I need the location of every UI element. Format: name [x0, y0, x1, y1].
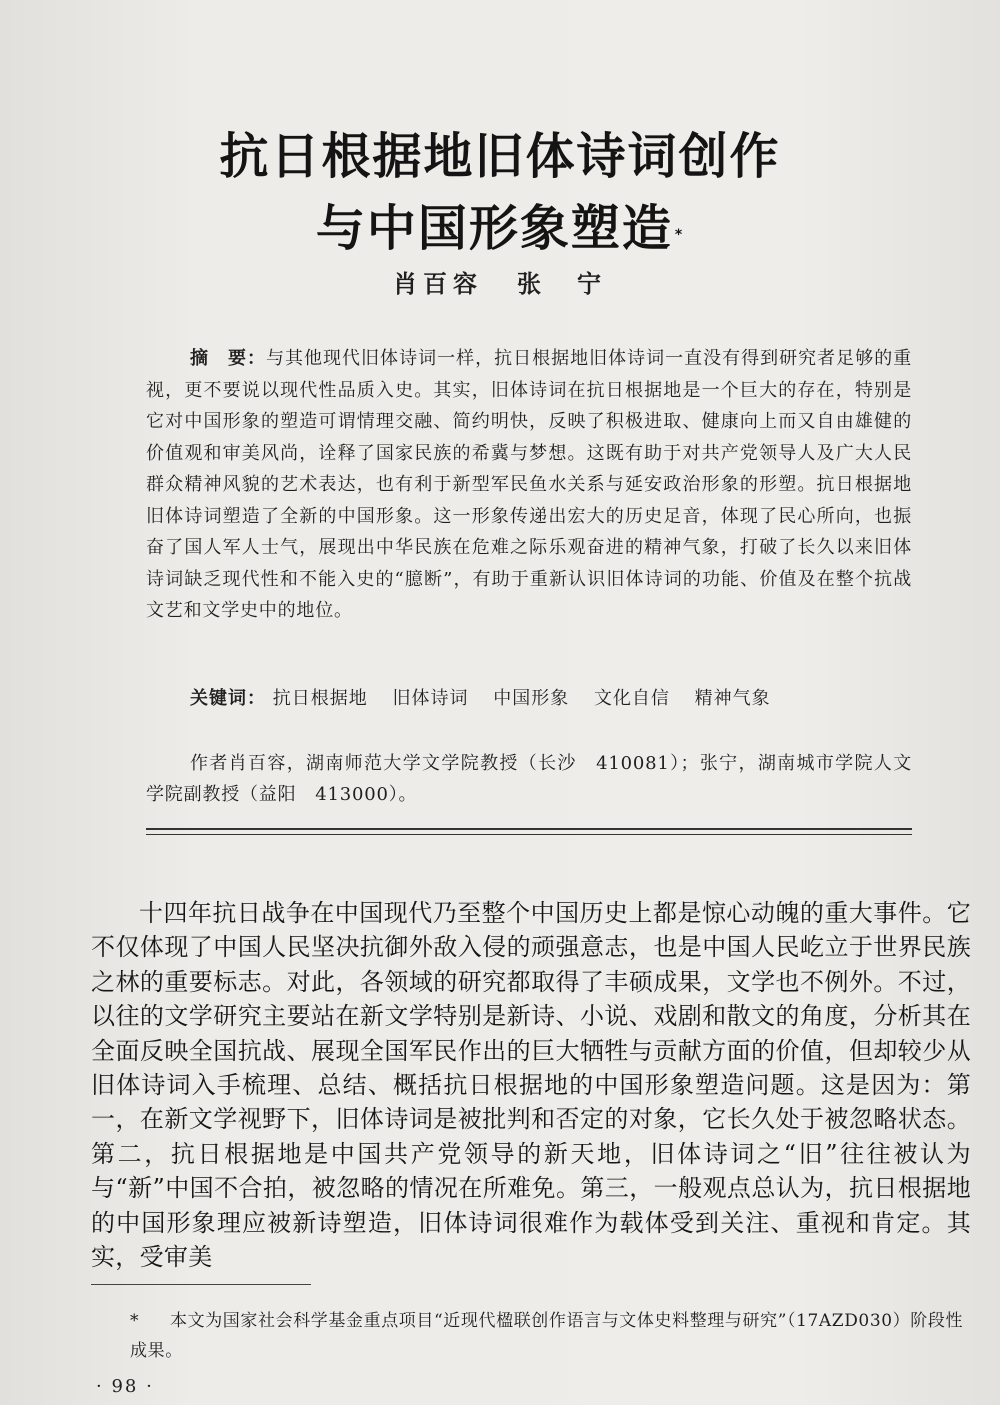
author-2: 张 宁: [517, 269, 607, 298]
abstract-text: 与其他现代旧体诗词一样，抗日根据地旧体诗词一直没有得到研究者足够的重视，更不要说以现代性品质入史。其实，旧体诗词在抗日根据地是一个巨大的存在，特别是它对中国形象的塑造可谓情理交融、简约明快，反映了积极进取、健康向上而又自由雄健的价值观和审美风尚，诠释了国家民族的希冀与梦想。这既有助于对共产党领导人及广大人民群众精神风貌的艺术表达，也有利于新型军民鱼水关系与延安政治形象的形塑。抗日根据地旧体诗词塑造了全新的中国形象。这一形象传递出宏大的历史足音，体现了民心所向，也振奋了国人军人士气，展现出中华民族在危难之际乐观奋进的精神气象，打破了长久以来旧体诗词缺乏现代性和不能入史的“臆断”，有助于重新认识旧体诗词的功能、价值及在整个抗战文艺和文学史中的地位。: [146, 348, 912, 621]
section-divider-thin: [146, 834, 912, 835]
footnote: [130, 1306, 980, 1366]
footnote-mark: *: [130, 1311, 140, 1331]
body-paragraph: 十四年抗日战争在中国现代乃至整个中国历史上都是惊心动魄的重大事件。它不仅体现了中国人民坚决抗御外敌入侵的顽强意志，也是中国人民屹立于世界民族之林的重要标志。对此，各领域的研究都取得了丰硕成果，文学也不例外。不过，以往的文学研究主要站在新文学特别是新诗、小说、戏剧和散文的角度，分析其在全面反映全国抗战、展现全国军民作出的巨大牺牲与贡献方面的价值，但却较少从旧体诗词入手梳理、总结、概括抗日根据地的中国形象塑造问题。这是因为：第一，在新文学视野下，旧体诗词是被批判和否定的对象，它长久处于被忽略状态。第二，抗日根据地是中国共产党领导的新天地，旧体诗词之“旧”往往被认为与“新”中国不合拍，被忽略的情况在所难免。第三，一般观点总认为，抗日根据地的中国形象理应被新诗塑造，旧体诗词很难作为载体受到关注、重视和肯定。其实，受审美: [91, 899, 971, 1272]
title-line-2-text: 与中国形象塑造: [315, 199, 673, 257]
title-footnote-mark: *: [674, 226, 685, 243]
keywords-label: 关键词：: [190, 688, 266, 709]
abstract: [146, 343, 912, 627]
keyword: 精神气象: [694, 688, 771, 709]
page-number: · 98 ·: [96, 1376, 154, 1397]
footnote-text: 本文为国家社会科学基金重点项目“近现代楹联创作语言与文体史料整理与研究”（17AZD030）阶段性成果。: [130, 1311, 964, 1361]
abstract-label: 摘 要：: [190, 348, 267, 369]
author-1: 肖百容: [393, 269, 483, 298]
title-line-1: 抗日根据地旧体诗词创作: [219, 127, 781, 185]
article-title: [0, 121, 1000, 265]
keyword: 抗日根据地: [272, 688, 368, 709]
author-info-text: 作者肖百容，湖南师范大学文学院教授（长沙 410081）；张宁，湖南城市学院人文学院副教授（益阳 413000）。: [146, 753, 912, 805]
keywords: [190, 684, 789, 710]
keyword: 文化自信: [593, 688, 670, 709]
keyword: 中国形象: [493, 688, 570, 709]
body-text: [91, 896, 971, 1274]
footnote-divider: [91, 1284, 311, 1285]
author-info: [146, 748, 912, 810]
section-divider: [146, 828, 912, 830]
title-line-2: [0, 193, 1000, 265]
author-names: [0, 264, 1000, 299]
keyword: 旧体诗词: [392, 688, 469, 709]
